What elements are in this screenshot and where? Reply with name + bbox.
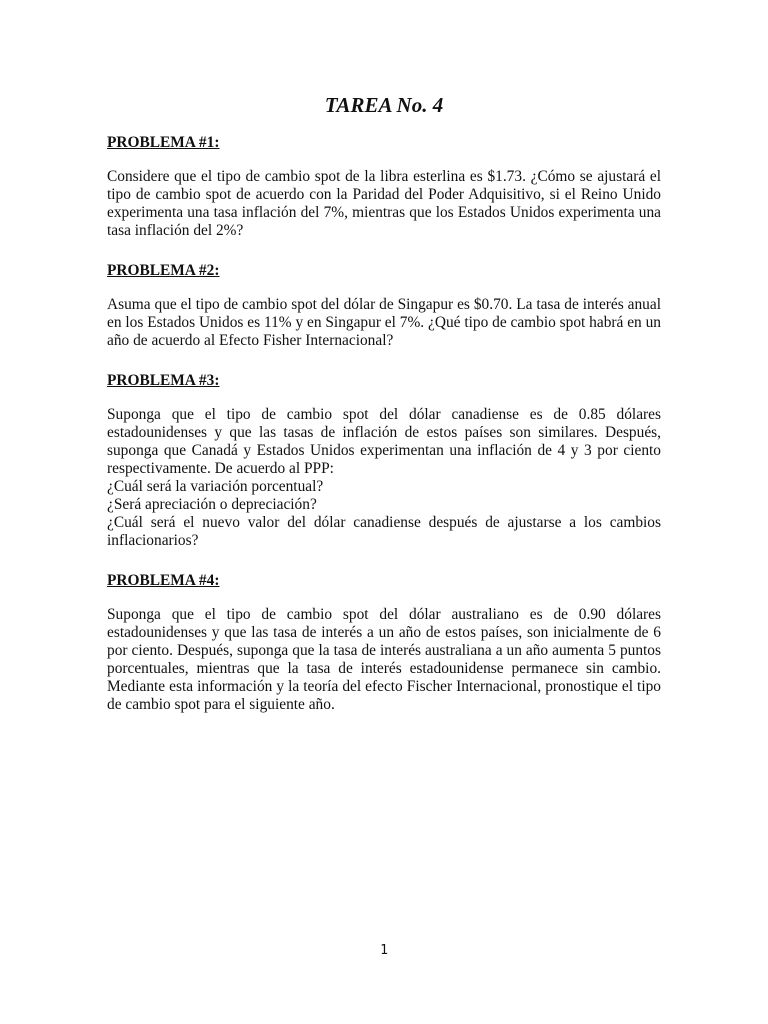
problem-text: Considere que el tipo de cambio spot de la libra esterlina es $1.73. ¿Cómo se ajustará el tipo de cambio spot de acuerdo con la Paridad del Poder Adquisitivo, si el Reino Unido experimenta una tasa inflación del 7%, mientras que los Estados Unidos experimenta una tasa inflación del 2%?	[107, 168, 661, 239]
question-item: ¿Cuál será la variación porcentual?	[107, 478, 324, 495]
problem-heading: PROBLEMA #3:	[107, 372, 220, 389]
problem-4	[107, 572, 661, 714]
question-item: ¿Será apreciación o depreciación?	[107, 496, 317, 513]
problem-2	[107, 262, 661, 372]
problem-text: Asuma que el tipo de cambio spot del dólar de Singapur es $0.70. La tasa de interés anual en los Estados Unidos es 11% y en Singapur el 7%. ¿Qué tipo de cambio spot habrá en un año de acuerdo al Efecto Fisher Internacional?	[107, 296, 661, 349]
problem-heading: PROBLEMA #4:	[107, 572, 220, 589]
page-number: 1	[380, 943, 388, 958]
document-title: TAREA No. 4	[324, 93, 444, 117]
problem-heading: PROBLEMA #1:	[107, 134, 220, 151]
problem-text: Suponga que el tipo de cambio spot del dólar canadiense es de 0.85 dólares estadounidenses y que las tasas de inflación de estos países son similares. Después, suponga que Canadá y Estados Unidos experimentan una inflación de 4 y 3 por ciento respectivamente. De acuerdo al PPP:	[107, 406, 661, 477]
problem-heading: PROBLEMA #2:	[107, 262, 220, 279]
problem-text: Suponga que el tipo de cambio spot del dólar australiano es de 0.90 dólares estadounidenses y que las tasa de interés a un año de estos países, son inicialmente de 6 por ciento. Después, suponga que la tasa de interés australiana a un año aumenta 5 puntos porcentuales, mientras que la tasa de interés estadounidense permanece sin cambio. Mediante esta información y la teoría del efecto Fischer Internacional, pronostique el tipo de cambio spot para el siguiente año.	[107, 606, 661, 713]
question-list	[107, 478, 661, 550]
problems-list	[107, 134, 661, 714]
question-item: ¿Cuál será el nuevo valor del dólar canadiense después de ajustarse a los cambios inflacionarios?	[107, 514, 661, 549]
problem-3	[107, 372, 661, 572]
problem-1	[107, 134, 661, 262]
